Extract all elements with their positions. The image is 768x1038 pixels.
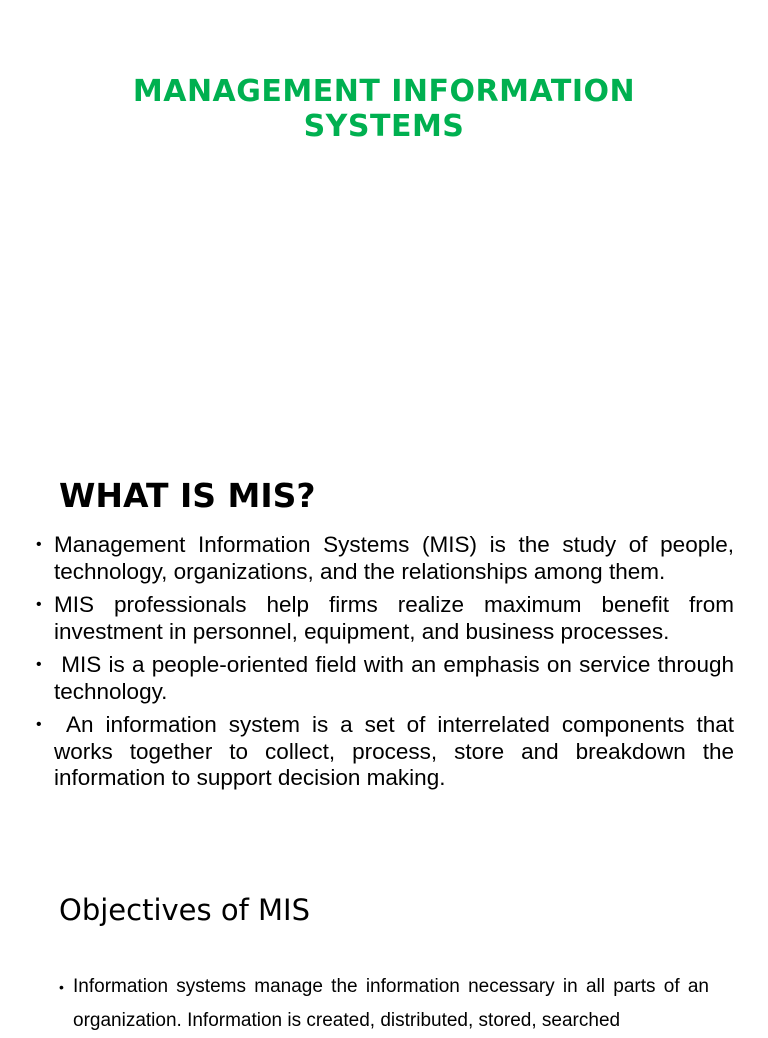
bullet-icon: • [36,716,42,733]
section-heading-objectives: Objectives of MIS [59,893,310,927]
bullet-icon: • [36,536,42,553]
list-item [36,592,734,645]
list-item [36,652,741,705]
bullet-icon: • [36,596,42,613]
title-line-1: MANAGEMENT INFORMATION [132,74,636,109]
list-item-text: MIS is a people-oriented field with an emphasis on service through technology. [54,652,741,704]
bullet-icon: • [59,979,64,995]
section-heading-what-is-mis: WHAT IS MIS? [59,476,316,515]
title-line-2: SYSTEMS [303,109,465,144]
list-item-text: Management Information Systems (MIS) is the study of people, technology, organizations, and the relationships among them. [54,532,734,584]
bullet-icon: • [36,656,42,673]
list-item [36,712,741,792]
list-item [36,532,734,585]
list-item-text: An information system is a set of interrelated components that works together to collect, process, store and breakdown the information to support decision making. [54,712,741,790]
list-item-text: MIS professionals help firms realize maximum benefit from investment in personnel, equipment, and business processes. [54,592,734,644]
mis-definition-list [36,532,741,799]
page-title [0,74,768,144]
list-item [59,970,709,1038]
list-item-text: Information systems manage the information necessary in all parts of an organization. Information is created, distributed, stored, searched [73,976,709,1031]
objectives-list [59,970,709,1038]
